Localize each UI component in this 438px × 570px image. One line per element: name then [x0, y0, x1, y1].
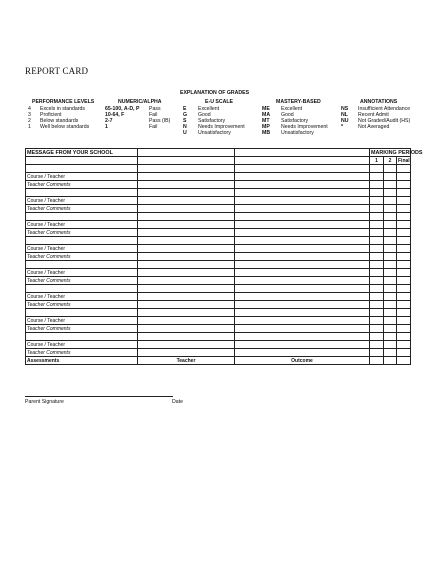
course-label: Course / Teacher	[26, 197, 138, 205]
comment-label: Teacher Comments	[26, 277, 138, 285]
list-item: MB Unsatisfactory	[262, 130, 314, 136]
list-item: 65-100, A-D, P Pass	[105, 106, 161, 112]
list-item: MP Needs Improvement	[262, 124, 328, 130]
course-row	[26, 245, 411, 253]
list-item: 4 Excels in standards	[28, 106, 85, 112]
course-label: Course / Teacher	[26, 317, 138, 325]
course-label: Course / Teacher	[26, 221, 138, 229]
list-item: 1 Fail	[105, 124, 158, 130]
comment-label: Teacher Comments	[26, 349, 138, 357]
comment-label: Teacher Comments	[26, 253, 138, 261]
course-row	[26, 173, 411, 181]
table-row	[26, 189, 411, 197]
course-row	[26, 221, 411, 229]
performance-list	[28, 106, 89, 130]
list-item: N Needs Improvement	[183, 124, 245, 130]
eu-list	[183, 106, 245, 136]
period-2: 2	[384, 157, 397, 165]
list-item: 3 Proficient	[28, 112, 62, 118]
comment-label: Teacher Comments	[26, 181, 138, 189]
list-item: NU Not Graded/Audit (HS)	[341, 118, 411, 124]
marking-periods-header: MARKING PERIODS	[371, 149, 423, 156]
list-item: MT Satisfactory	[262, 118, 309, 124]
parent-signature-label: Parent Signature	[25, 399, 64, 405]
course-label: Course / Teacher	[26, 245, 138, 253]
performance-header: PERFORMANCE LEVELS	[32, 99, 95, 105]
teacher-label: Teacher	[138, 357, 235, 365]
date-label: Date	[172, 399, 183, 405]
course-row	[26, 197, 411, 205]
list-item: 2 Below standards	[28, 118, 79, 124]
list-item: NS Insufficient Attendance	[341, 106, 411, 112]
list-item: * Not Averaged	[341, 124, 390, 130]
table-row	[26, 285, 411, 293]
comment-row	[26, 181, 411, 189]
grades-table	[25, 148, 423, 365]
comment-label: Teacher Comments	[26, 205, 138, 213]
table-row	[26, 165, 411, 173]
list-item: G Good	[183, 112, 211, 118]
list-item: 10-64, F Fail	[105, 112, 158, 118]
eu-header: E-U SCALE	[205, 99, 233, 105]
course-row	[26, 317, 411, 325]
course-label: Course / Teacher	[26, 341, 138, 349]
assessments-label: Assessments	[26, 357, 138, 365]
message-header: MESSAGE FROM YOUR SCHOOL	[26, 149, 138, 157]
mastery-list	[262, 106, 328, 136]
course-label: Course / Teacher	[26, 173, 138, 181]
course-row	[26, 293, 411, 301]
comment-label: Teacher Comments	[26, 229, 138, 237]
comment-row	[26, 277, 411, 285]
comment-row	[26, 253, 411, 261]
list-item: ME Excellent	[262, 106, 303, 112]
list-item: 1 Well below standards	[28, 124, 90, 130]
table-row	[26, 237, 411, 245]
annotations-list	[341, 106, 410, 130]
comment-row	[26, 301, 411, 309]
numeric-header: NUMERIC/ALPHA	[118, 99, 162, 105]
period-final: Final	[398, 157, 410, 164]
assessments-row	[26, 357, 411, 365]
outcome-label: Outcome	[235, 357, 370, 365]
comment-row	[26, 325, 411, 333]
list-item: S Satisfactory	[183, 118, 226, 124]
annotations-header: ANNOTATIONS	[360, 99, 398, 105]
comment-label: Teacher Comments	[26, 325, 138, 333]
list-item: U Unsatisfactory	[183, 130, 231, 136]
periods-row	[26, 157, 411, 165]
table-header-row	[26, 149, 411, 157]
table-row	[26, 309, 411, 317]
period-1: 1	[370, 157, 384, 165]
course-row	[26, 269, 411, 277]
list-item: MA Good	[262, 112, 294, 118]
course-row	[26, 341, 411, 349]
list-item: 2-7 Pass (IB)	[105, 118, 171, 124]
mastery-header: MASTERY-BASED	[276, 99, 321, 105]
course-label: Course / Teacher	[26, 269, 138, 277]
table-row	[26, 213, 411, 221]
comment-row	[26, 349, 411, 357]
list-item: E Excellent	[183, 106, 220, 112]
table-row	[26, 261, 411, 269]
legend-heading: EXPLANATION OF GRADES	[180, 90, 250, 96]
table-row	[26, 333, 411, 341]
list-item: NL Recent Admit	[341, 112, 389, 118]
numeric-list	[105, 106, 170, 130]
comment-row	[26, 205, 411, 213]
comment-row	[26, 229, 411, 237]
comment-label: Teacher Comments	[26, 301, 138, 309]
page-title: REPORT CARD	[25, 66, 89, 76]
course-label: Course / Teacher	[26, 293, 138, 301]
signature-line	[25, 396, 173, 397]
